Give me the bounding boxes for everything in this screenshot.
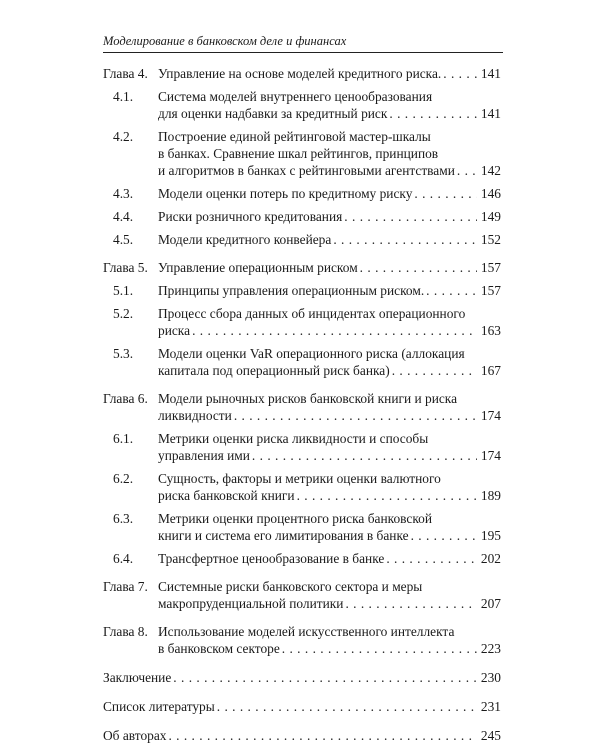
toc-entry-number: 4.4.: [113, 209, 134, 224]
toc-entry-title-line: для оценки надбавки за кредитный риск: [158, 106, 388, 121]
toc-entry[interactable]: [103, 430, 501, 464]
toc-entry-title-line: макропруденциальной политики: [158, 596, 344, 611]
toc-entry-title-line: Риски розничного кредитования: [158, 209, 343, 224]
page-number: 146: [480, 186, 501, 201]
dot-leader: [333, 231, 477, 248]
toc-entry-title-line: Системные риски банковского сектора и меры: [158, 579, 423, 594]
toc-entry[interactable]: [103, 231, 501, 248]
toc-entry-title-line: Метрики оценки процентного риска банковской: [158, 511, 433, 526]
toc-entry-title-line: ликвидности: [158, 408, 232, 423]
toc-entry-title-line: Управление операционным риском: [158, 260, 358, 275]
page-number: 157: [480, 260, 501, 275]
dot-leader: [297, 487, 477, 504]
page-number: 157: [480, 283, 501, 298]
toc-entry-title-line: Трансфертное ценообразование в банке: [158, 551, 385, 566]
toc-entry[interactable]: [103, 208, 501, 225]
page-number: 167: [480, 363, 501, 378]
toc-entry-title-line: Модели оценки VaR операционного риска (аллокация: [158, 346, 465, 361]
toc-entry-title-line: Список литературы: [103, 699, 215, 714]
page-number: 245: [480, 728, 501, 743]
toc-entry-number: Глава 4.: [103, 66, 148, 81]
toc-entry-title-line: Управление на основе моделей кредитного риска.: [158, 66, 442, 81]
toc-entry[interactable]: [103, 727, 501, 744]
toc-entry[interactable]: [103, 305, 501, 339]
toc-entry-title-line: и алгоритмов в банках с рейтинговыми агентствами: [158, 163, 455, 178]
page-number: 149: [480, 209, 501, 224]
toc-entry-title-line: Принципы управления операционным риском.: [158, 283, 425, 298]
toc-entry-title-line: Модели рыночных рисков банковской книги и риска: [158, 391, 458, 406]
toc-entry[interactable]: [103, 259, 501, 276]
toc-entry-number: 5.3.: [113, 346, 134, 361]
page-number: 231: [480, 699, 501, 714]
dot-leader: [386, 550, 477, 567]
toc-entry-number: 6.4.: [113, 551, 134, 566]
toc-entry-number: 6.1.: [113, 431, 134, 446]
toc-entry[interactable]: [103, 578, 501, 612]
toc-entry[interactable]: [103, 623, 501, 657]
running-header: Моделирование в банковском деле и финансах: [103, 34, 503, 53]
dot-leader: [344, 208, 477, 225]
page-number: 189: [480, 488, 501, 503]
toc-entry[interactable]: [103, 470, 501, 504]
toc-entry-number: 4.1.: [113, 89, 134, 104]
toc-entry[interactable]: [103, 128, 501, 179]
dot-leader: [457, 162, 477, 179]
toc-entry-title-line: капитала под операционный риск банка): [158, 363, 390, 378]
page-number: 207: [480, 596, 501, 611]
toc-entry-title-line: Модели оценки потерь по кредитному риску: [158, 186, 413, 201]
page-number: 230: [480, 670, 501, 685]
toc-entry[interactable]: [103, 390, 501, 424]
toc-entry-title-line: Построение единой рейтинговой мастер-шкалы: [158, 129, 431, 144]
dot-leader: [173, 669, 477, 686]
page-number: 152: [480, 232, 501, 247]
dot-leader: [234, 407, 477, 424]
toc-entry-title-line: Сущность, факторы и метрики оценки валютного: [158, 471, 441, 486]
dot-leader: [192, 322, 477, 339]
toc-entry-number: 4.5.: [113, 232, 134, 247]
page-number: 174: [480, 408, 501, 423]
toc-entry-title-line: риска: [158, 323, 191, 338]
toc-entry-title-line: Заключение: [103, 670, 172, 685]
toc-entry-title-line: в банках. Сравнение шкал рейтингов, принципов: [158, 146, 439, 161]
dot-leader: [345, 595, 477, 612]
toc-entry-number: 5.1.: [113, 283, 134, 298]
dot-leader: [414, 185, 477, 202]
toc-entry-number: 5.2.: [113, 306, 134, 321]
toc-entry[interactable]: [103, 510, 501, 544]
toc-entry[interactable]: [103, 698, 501, 715]
toc-entry-number: Глава 7.: [103, 579, 148, 594]
toc-entry-number: Глава 8.: [103, 624, 148, 639]
toc-entry[interactable]: [103, 185, 501, 202]
toc-entry[interactable]: [103, 345, 501, 379]
page-number: 174: [480, 448, 501, 463]
page-number: 223: [480, 641, 501, 656]
toc-entry[interactable]: [103, 88, 501, 122]
page-number: 195: [480, 528, 501, 543]
toc-entry-title-line: Процесс сбора данных об инцидентах операционного: [158, 306, 466, 321]
toc-entry-number: Глава 5.: [103, 260, 148, 275]
page-number: 142: [480, 163, 501, 178]
toc-entry[interactable]: [103, 669, 501, 686]
toc-entry-number: 6.3.: [113, 511, 134, 526]
toc-entry-number: Глава 6.: [103, 391, 148, 406]
page-number: 202: [480, 551, 501, 566]
toc-entry[interactable]: [103, 282, 501, 299]
dot-leader: [252, 447, 477, 464]
page-number: 141: [480, 106, 501, 121]
toc-entry-title-line: в банковском секторе: [158, 641, 280, 656]
dot-leader: [426, 282, 477, 299]
dot-leader: [389, 105, 477, 122]
dot-leader: [392, 362, 477, 379]
toc-entry-title-line: Использование моделей искусственного интеллекта: [158, 624, 455, 639]
toc-entry-title-line: Модели кредитного конвейера: [158, 232, 332, 247]
toc-entry[interactable]: [103, 65, 501, 82]
toc-entry-title-line: управления ими: [158, 448, 250, 463]
toc-entry-title-line: Метрики оценки риска ликвидности и способы: [158, 431, 429, 446]
table-of-contents: [103, 65, 501, 744]
toc-entry-title-line: книги и система его лимитирования в банке: [158, 528, 409, 543]
page-number: 163: [480, 323, 501, 338]
toc-entry-title-line: Об авторах: [103, 728, 167, 743]
dot-leader: [443, 65, 477, 82]
toc-entry-number: 4.2.: [113, 129, 134, 144]
dot-leader: [360, 259, 477, 276]
dot-leader: [282, 640, 477, 657]
dot-leader: [411, 527, 477, 544]
dot-leader: [217, 698, 477, 715]
toc-entry-title-line: риска банковской книги: [158, 488, 295, 503]
toc-entry-title-line: Система моделей внутреннего ценообразования: [158, 89, 433, 104]
toc-entry[interactable]: [103, 550, 501, 567]
dot-leader: [168, 727, 477, 744]
toc-entry-number: 4.3.: [113, 186, 134, 201]
page-number: 141: [480, 66, 501, 81]
toc-entry-number: 6.2.: [113, 471, 134, 486]
